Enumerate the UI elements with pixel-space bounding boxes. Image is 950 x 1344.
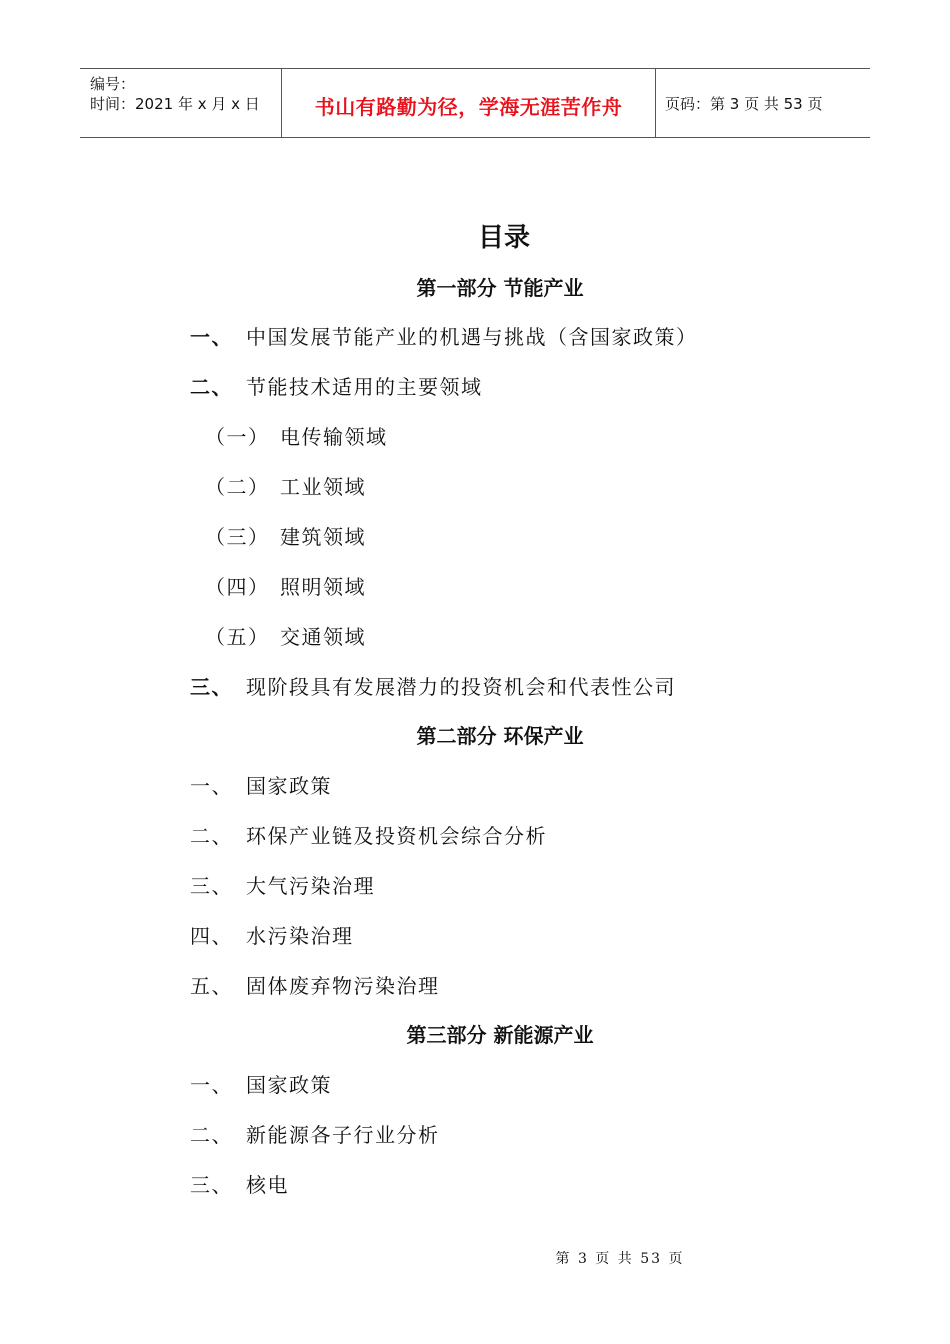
toc-title: 目录 [477,223,530,253]
toc-item-text: 水污染治理 [246,924,354,948]
toc-item-number: 五、 [190,974,233,998]
document-time-label: 时间：2021 年 x 月 x 日 [90,95,260,113]
toc-item-number: 一、 [190,325,233,349]
toc-subitem-text: 照明领域 [280,575,366,599]
header-motto: 书山有路勤为径，学海无涯苦作舟 [314,95,623,119]
header-page-label: 页码：第 3 页 共 53 页 [665,95,823,113]
toc-item-number: 四、 [190,924,233,948]
toc-item-text: 现阶段具有发展潜力的投资机会和代表性公司 [246,675,676,699]
toc-subitem-text: 交通领域 [280,625,366,649]
toc-subitem-number: （四） [205,575,270,599]
toc-subitem-number: （五） [205,625,270,649]
toc-subitem-text: 工业领域 [280,475,366,499]
toc-item-number: 二、 [190,824,233,848]
part2-heading: 第二部分 环保产业 [416,724,584,748]
part3-heading: 第三部分 新能源产业 [406,1023,594,1047]
part1-heading: 第一部分 节能产业 [416,276,584,300]
page-footer: 第 3 页 共 53 页 [555,1251,685,1267]
toc-item-text: 国家政策 [246,774,332,798]
toc-item-text: 大气污染治理 [246,874,375,898]
toc-item-text: 核电 [246,1173,289,1197]
toc-item-text: 中国发展节能产业的机遇与挑战（含国家政策） [246,325,698,349]
toc-item-number: 一、 [190,1073,233,1097]
toc-item-number: 二、 [190,375,233,399]
toc-subitem-number: （三） [205,525,270,549]
toc-subitem-number: （一） [205,425,270,449]
toc-item-number: 二、 [190,1123,233,1147]
document-number-label: 编号： [90,75,136,93]
toc-subitem-text: 电传输领域 [280,425,388,449]
toc-item-number: 三、 [190,675,233,699]
toc-subitem-number: （二） [205,475,270,499]
toc-item-text: 新能源各子行业分析 [246,1123,440,1147]
toc-item-number: 三、 [190,1173,233,1197]
toc-item-text: 国家政策 [246,1073,332,1097]
toc-item-text: 固体废弃物污染治理 [246,974,440,998]
document-header [80,68,870,138]
toc-item-text: 节能技术适用的主要领域 [246,375,483,399]
header-page-cell [655,69,870,137]
header-motto-cell [281,69,656,137]
toc-item-text: 环保产业链及投资机会综合分析 [246,824,547,848]
header-info-cell [80,69,281,137]
toc-subitem-text: 建筑领域 [280,525,366,549]
toc-item-number: 一、 [190,774,233,798]
toc-item-number: 三、 [190,874,233,898]
